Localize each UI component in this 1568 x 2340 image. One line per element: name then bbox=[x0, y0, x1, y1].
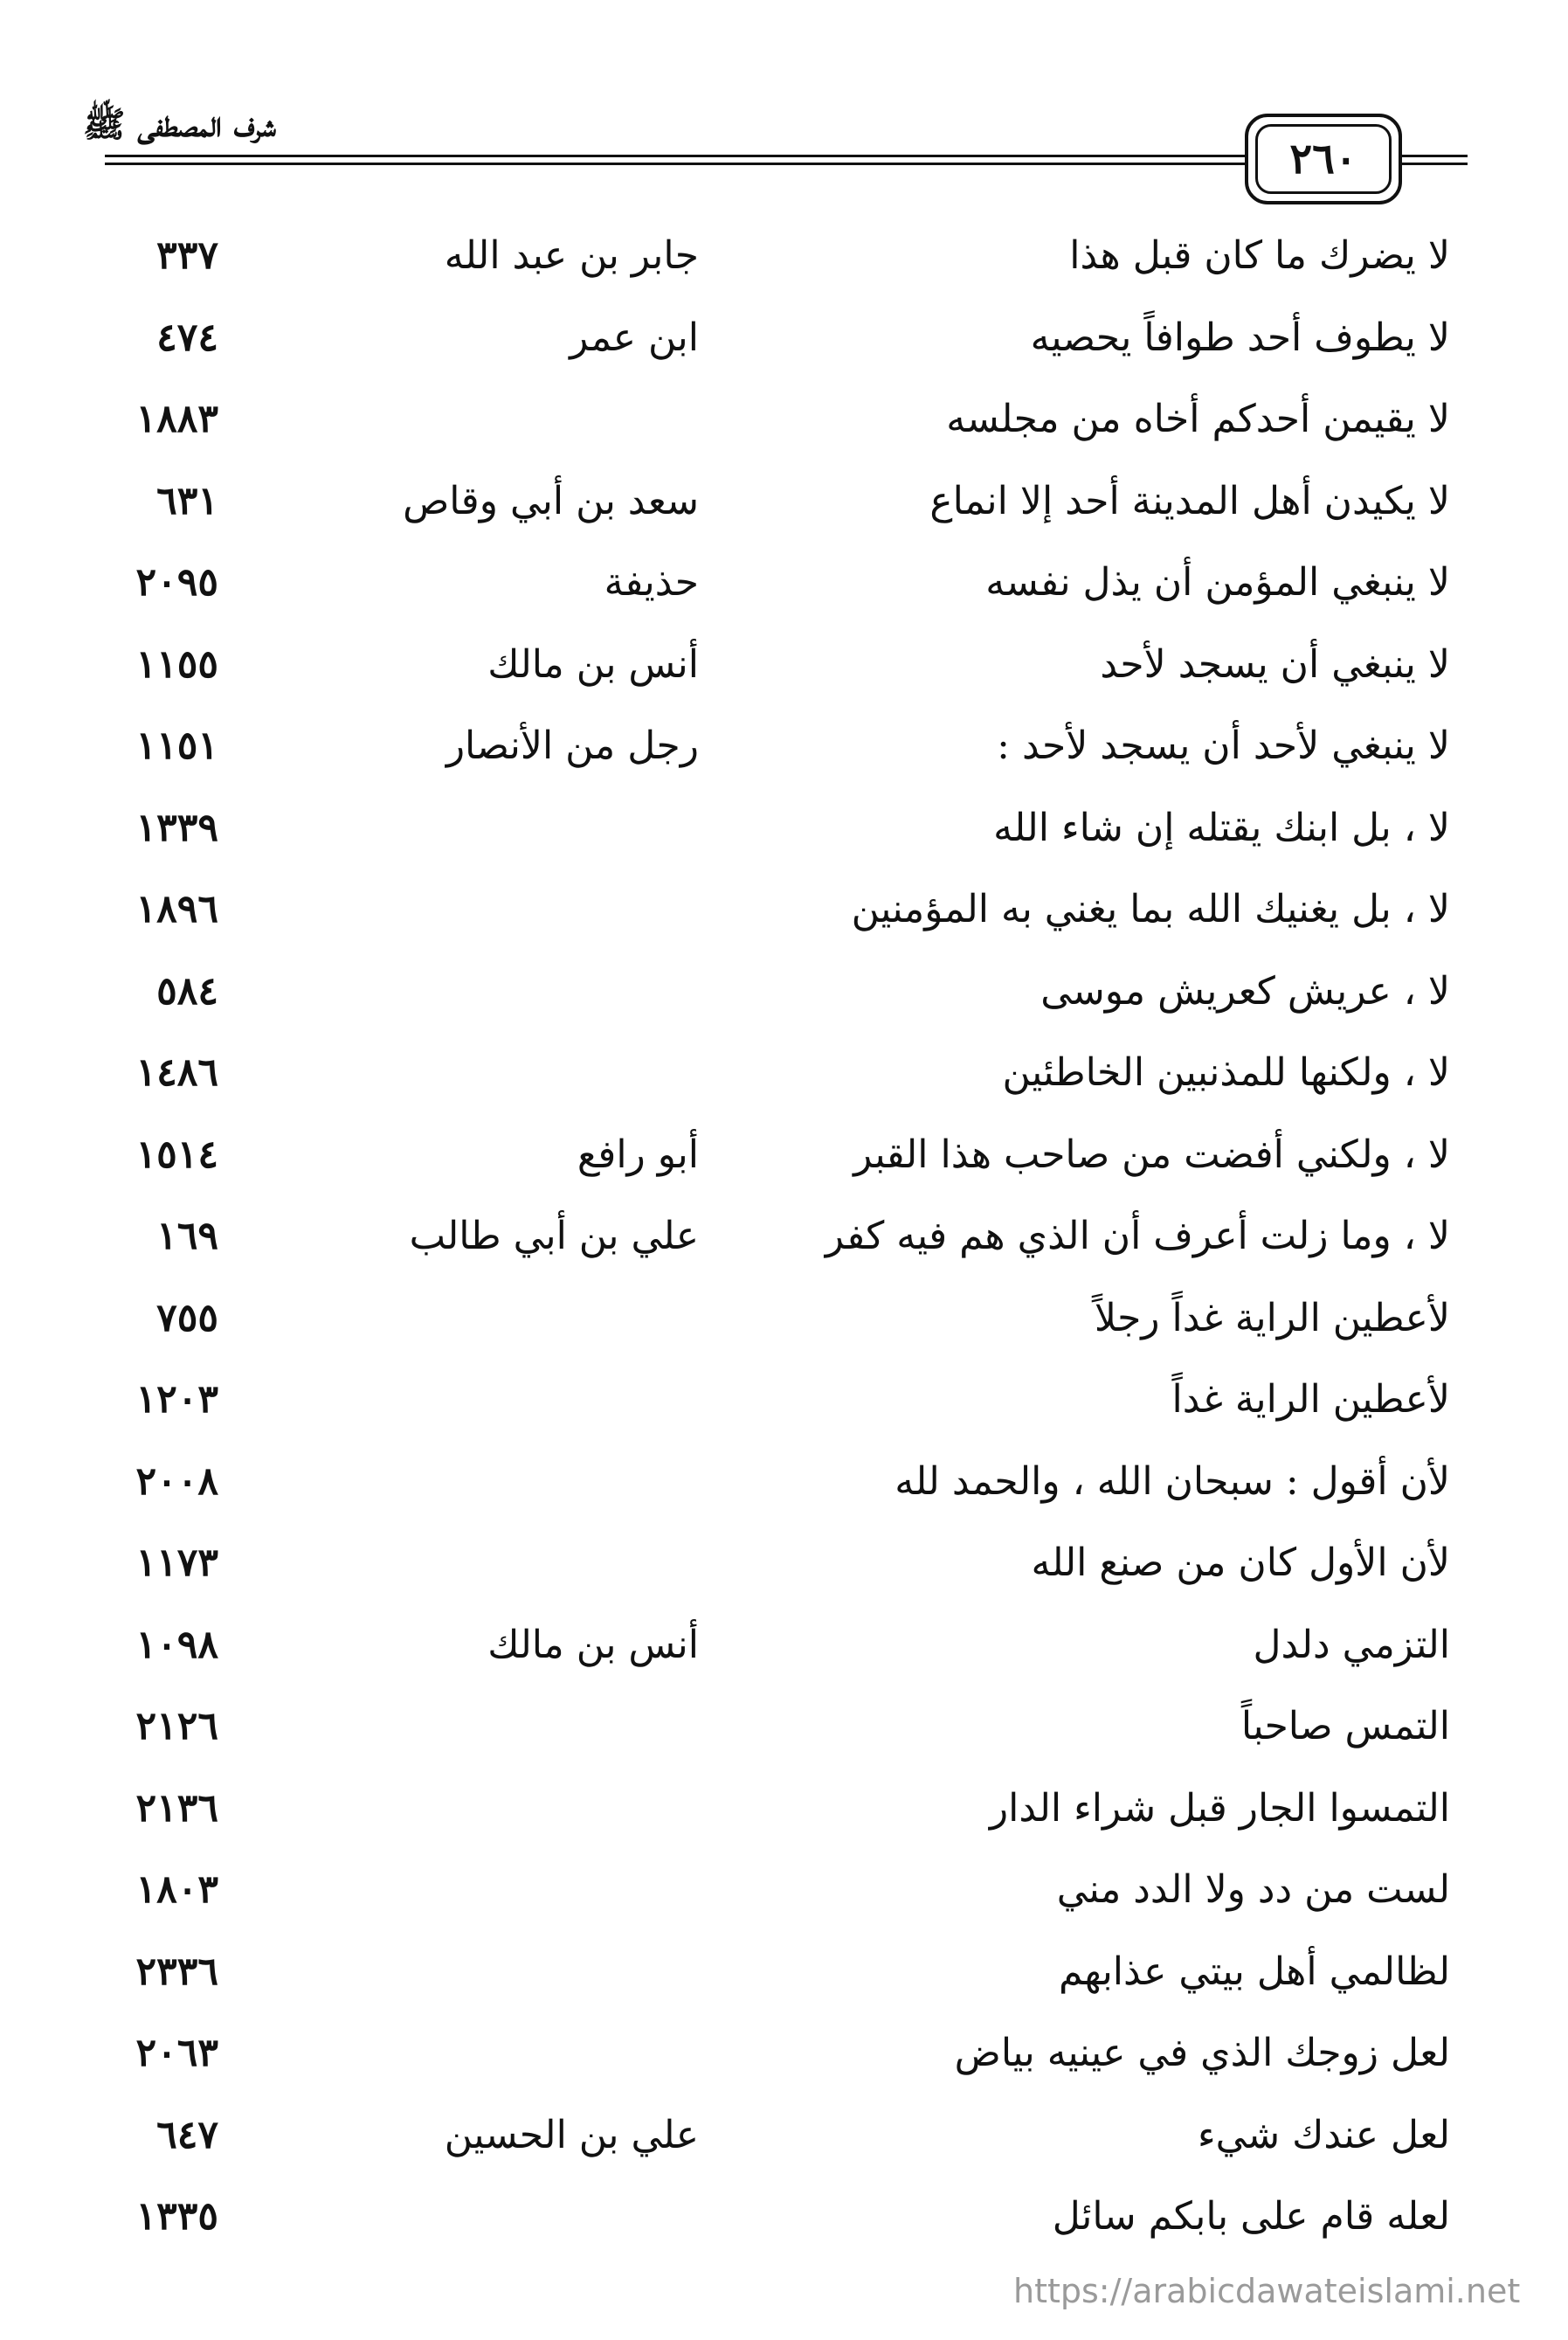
index-entry bbox=[0, 1125, 1568, 1186]
entry-hadith-number: ١٦٩ bbox=[156, 1214, 218, 1258]
entry-hadith-number: ٣٣٧ bbox=[156, 233, 218, 278]
entry-text: لا ، بل ابنك يقتله إن شاء الله bbox=[993, 806, 1450, 850]
entry-text: لا ، عريش كعريش موسى bbox=[1040, 969, 1450, 1014]
book-title: شرف المصطفى ﷺ bbox=[83, 104, 276, 145]
index-entry bbox=[0, 1206, 1568, 1267]
index-entry bbox=[0, 1042, 1568, 1104]
header-rule-right-bottom bbox=[1402, 163, 1468, 165]
entry-narrator: ابن عمر bbox=[570, 315, 699, 360]
index-entry bbox=[0, 308, 1568, 369]
index-entry bbox=[0, 552, 1568, 613]
index-entry bbox=[0, 1288, 1568, 1349]
entry-text: لعله قام على بابكم سائل bbox=[1052, 2194, 1450, 2239]
page-number: ٢٦٠ bbox=[1255, 124, 1392, 194]
entry-text: لا ينبغي المؤمن أن يذل نفسه bbox=[985, 560, 1450, 605]
entry-narrator: حذيفة bbox=[604, 560, 699, 605]
entry-narrator: جابر بن عبد الله bbox=[444, 233, 699, 278]
index-entry bbox=[0, 879, 1568, 940]
entry-hadith-number: ٢٠٦٣ bbox=[135, 2031, 218, 2075]
entry-hadith-number: ٢٣٣٦ bbox=[135, 1949, 218, 1994]
index-entry bbox=[0, 225, 1568, 287]
entry-hadith-number: ١٨٠٣ bbox=[135, 1867, 218, 1912]
entry-text: لا ، ولكنها للمذنبين الخاطئين bbox=[1002, 1050, 1450, 1095]
entry-text: لأعطين الراية غداً رجلاً bbox=[1094, 1296, 1450, 1340]
entry-hadith-number: ١٨٩٦ bbox=[135, 887, 218, 931]
entry-text: لا يضرك ما كان قبل هذا bbox=[1069, 233, 1450, 278]
entry-text: لعل عندك شيء bbox=[1197, 2113, 1450, 2157]
entry-hadith-number: ٢٠٩٥ bbox=[135, 560, 218, 605]
entry-narrator: علي بن أبي طالب bbox=[409, 1214, 699, 1258]
entry-text: لست من دد ولا الدد مني bbox=[1056, 1867, 1450, 1912]
index-entry bbox=[0, 1369, 1568, 1430]
index-entry bbox=[0, 2105, 1568, 2166]
index-entry bbox=[0, 1859, 1568, 1921]
watermark-url: https://arabicdawateislami.net bbox=[1013, 2272, 1521, 2310]
index-entry bbox=[0, 798, 1568, 859]
entry-hadith-number: ١٣٣٩ bbox=[135, 806, 218, 850]
header-rule-right-top bbox=[1402, 155, 1468, 157]
index-entry bbox=[0, 961, 1568, 1022]
header-rule-bottom bbox=[105, 163, 1245, 165]
entry-hadith-number: ١٣٣٥ bbox=[135, 2194, 218, 2239]
entry-text: لعل زوجك الذي في عينيه بياض bbox=[954, 2031, 1450, 2075]
entry-hadith-number: ١٢٠٣ bbox=[135, 1377, 218, 1422]
entry-hadith-number: ١١٥١ bbox=[135, 723, 218, 768]
entry-hadith-number: ٤٧٤ bbox=[156, 315, 218, 360]
entry-hadith-number: ١١٧٣ bbox=[135, 1540, 218, 1585]
entry-text: لظالمي أهل بيتي عذابهم bbox=[1059, 1949, 1450, 1994]
entry-hadith-number: ٢٠٠٨ bbox=[135, 1459, 218, 1504]
entry-text: لا ينبغي لأحد أن يسجد لأحد : bbox=[997, 723, 1450, 768]
index-entry bbox=[0, 1615, 1568, 1676]
entry-narrator: رجل من الأنصار bbox=[446, 723, 699, 768]
entry-text: لأن أقول : سبحان الله ، والحمد لله bbox=[895, 1459, 1450, 1504]
entry-hadith-number: ٢١٣٦ bbox=[135, 1786, 218, 1831]
index-entry bbox=[0, 1451, 1568, 1513]
page-number-frame bbox=[1245, 114, 1402, 204]
index-entry bbox=[0, 1696, 1568, 1757]
entry-text: لا ، بل يغنيك الله بما يغني به المؤمنين bbox=[851, 887, 1450, 931]
entry-hadith-number: ٢١٢٦ bbox=[135, 1704, 218, 1748]
entry-narrator: أبو رافع bbox=[577, 1132, 699, 1177]
entry-hadith-number: ١٥١٤ bbox=[135, 1132, 218, 1177]
entry-text: التمسوا الجار قبل شراء الدار bbox=[989, 1786, 1450, 1831]
entry-text: لأن الأول كان من صنع الله bbox=[1031, 1540, 1450, 1585]
entry-narrator: سعد بن أبي وقاص bbox=[403, 479, 699, 523]
entry-text: التزمي دلدل bbox=[1253, 1623, 1450, 1667]
entry-hadith-number: ٦٣١ bbox=[156, 479, 218, 523]
entry-text: لا يكيدن أهل المدينة أحد إلا انماع bbox=[929, 479, 1450, 523]
index-entry bbox=[0, 2186, 1568, 2247]
index-entry bbox=[0, 634, 1568, 696]
entry-hadith-number: ١٤٨٦ bbox=[135, 1050, 218, 1095]
index-entry bbox=[0, 2023, 1568, 2084]
entry-hadith-number: ١١٥٥ bbox=[135, 642, 218, 687]
entry-hadith-number: ٧٥٥ bbox=[156, 1296, 218, 1340]
entry-narrator: أنس بن مالك bbox=[487, 1623, 699, 1667]
index-entry bbox=[0, 1778, 1568, 1839]
header-rule-top bbox=[105, 155, 1245, 157]
index-entry bbox=[0, 1942, 1568, 2003]
entry-text: لا يقيمن أحدكم أخاه من مجلسه bbox=[946, 397, 1450, 441]
entry-text: لأعطين الراية غداً bbox=[1171, 1377, 1450, 1422]
entry-text: لا ، ولكني أفضت من صاحب هذا القبر bbox=[853, 1132, 1450, 1177]
entry-hadith-number: ١٠٩٨ bbox=[135, 1623, 218, 1667]
index-entry bbox=[0, 471, 1568, 532]
entry-hadith-number: ٦٤٧ bbox=[156, 2113, 218, 2157]
index-entry bbox=[0, 389, 1568, 450]
entry-hadith-number: ١٨٨٣ bbox=[135, 397, 218, 441]
entry-text: التمس صاحباً bbox=[1240, 1704, 1450, 1748]
entry-text: لا ، وما زلت أعرف أن الذي هم فيه كفر bbox=[825, 1214, 1450, 1258]
index-entry bbox=[0, 1533, 1568, 1594]
entry-text: لا يطوف أحد طوافاً يحصيه bbox=[1030, 315, 1450, 360]
entry-hadith-number: ٥٨٤ bbox=[156, 969, 218, 1014]
entry-narrator: أنس بن مالك bbox=[487, 642, 699, 687]
entry-narrator: علي بن الحسين bbox=[444, 2113, 699, 2157]
index-entry bbox=[0, 716, 1568, 777]
entry-text: لا ينبغي أن يسجد لأحد bbox=[1100, 642, 1450, 687]
